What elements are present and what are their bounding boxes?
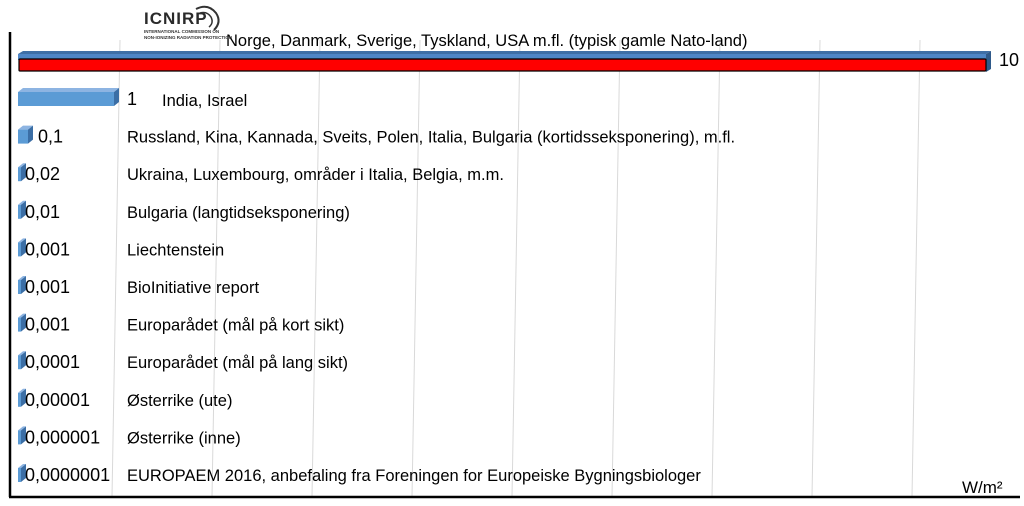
category-label: Liechtenstein [127,241,225,260]
value-label: 0,02 [25,164,61,185]
gridline [512,40,520,497]
bar [18,205,21,219]
category-label: India, Israel [162,92,248,110]
bars [18,51,991,482]
value-label: 0,001 [25,314,71,335]
category-label: EUROPAEM 2016, anbefaling fra Foreningen for Europeiske Bygningsbiologer [127,467,701,485]
logo-name: ICNIRP [144,9,208,28]
category-label: Østerrike (inne) [127,429,241,448]
bar [18,280,21,294]
bar [18,318,21,332]
gridline [912,40,920,497]
icnirp-logo [144,7,232,40]
gridline [612,40,620,497]
labels [25,32,1019,485]
logo-subtitle-1: INTERNATIONAL COMMISSION ON [144,29,220,34]
category-label: Bulgaria (langtidseksponering) [127,203,350,222]
logo-subtitle-2: NON-IONIZING RADIATION PROTECTION [144,35,233,40]
gridline [712,40,720,497]
bar [18,130,28,144]
bar [18,468,21,482]
bar-top-face [18,88,119,92]
value-label: 0,01 [25,201,61,222]
x-axis-unit-label: W/m² [962,478,1003,497]
bar [18,92,114,106]
bar [18,167,21,181]
bar-top-face [18,51,991,54]
category-label: BioInitiative report [127,279,260,297]
bar [18,393,21,407]
bar-highlight [19,59,986,71]
value-label: 10 [999,50,1020,70]
value-label: 0,0000001 [25,465,111,485]
bar-side-face [986,51,991,72]
value-label: 0,00001 [25,389,91,410]
value-label: 0,000001 [25,427,101,448]
category-label: Russland, Kina, Kannada, Sveits, Polen, Italia, Bulgaria (kortidsseksponering), m.fl. [127,128,736,147]
value-label: 1 [127,89,138,109]
bar [18,242,21,256]
category-label: Europarådet (mål på kort sikt) [127,316,345,335]
gridline [112,40,120,497]
category-label: Ukraina, Luxembourg, områder i Italia, Belgia, m.m. [127,166,504,185]
value-label: 0,1 [38,126,64,147]
category-label: Europarådet (mål på lang sikt) [127,354,349,373]
bar [18,430,21,444]
gridline [412,40,420,497]
category-label: Norge, Danmark, Sverige, Tyskland, USA m.fl. (typisk gamle Nato-land) [226,32,748,50]
value-label: 0,001 [25,239,71,260]
bar [18,355,21,369]
gridline [812,40,820,497]
gridline [312,40,320,497]
value-label: 0,0001 [25,352,81,373]
category-label: Østerrike (ute) [127,391,233,410]
value-label: 0,001 [25,277,71,297]
